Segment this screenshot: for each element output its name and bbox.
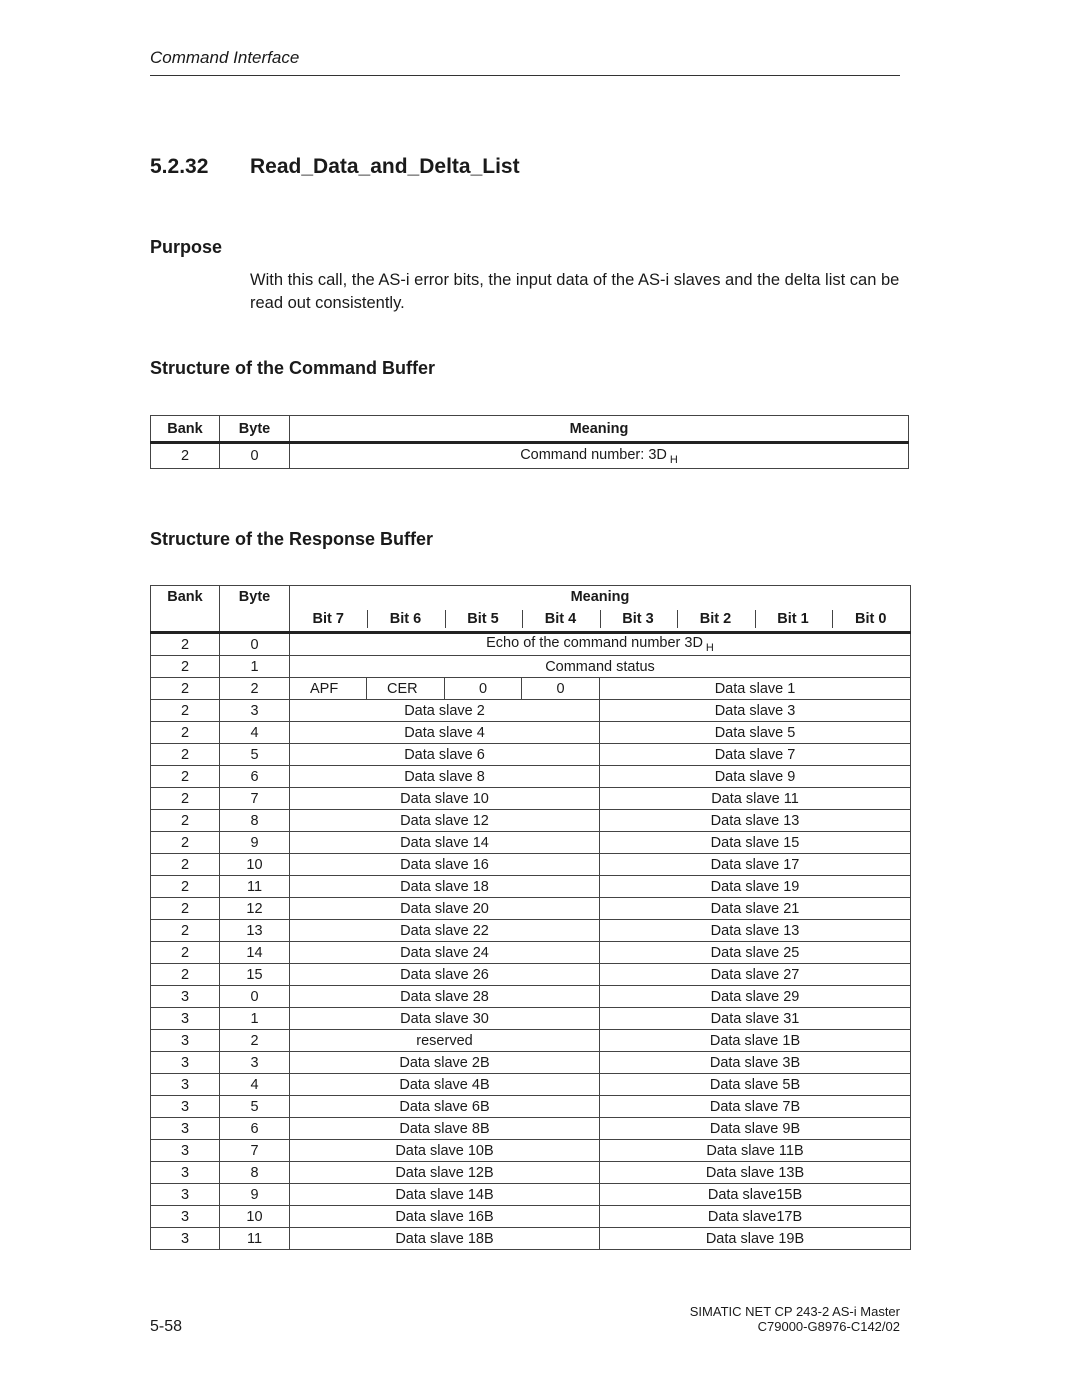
bank-cell: 2 (151, 656, 220, 678)
byte-cell: 10 (220, 854, 290, 876)
low-nibble-cell: Data slave17B (600, 1206, 911, 1228)
bank-cell: 3 (151, 1008, 220, 1030)
column-header-bank: Bank (167, 588, 203, 605)
byte-cell: 0 (220, 633, 290, 656)
byte-cell: 7 (220, 788, 290, 810)
low-nibble-cell: Data slave 15 (600, 832, 911, 854)
bit7-cell: APF (290, 678, 367, 700)
byte-cell: 14 (220, 942, 290, 964)
byte-cell: 4 (220, 722, 290, 744)
table-row (151, 1206, 911, 1228)
low-nibble-cell: Data slave 13 (600, 920, 911, 942)
byte-cell: 8 (220, 1162, 290, 1184)
high-nibble-cell: Data slave 10 (290, 788, 600, 810)
purpose-text: With this call, the AS-i error bits, the input data of the AS-i slaves and the delta list can be read out consistently. (250, 271, 900, 312)
bank-cell: 2 (151, 810, 220, 832)
low-nibble-cell: Data slave 11B (600, 1140, 911, 1162)
byte-cell: 11 (220, 876, 290, 898)
table-row (151, 1162, 911, 1184)
bank-cell: 2 (151, 678, 220, 700)
high-nibble-cell: Data slave 10B (290, 1140, 600, 1162)
running-header: Command Interface (150, 48, 300, 67)
purpose-heading: Purpose (150, 237, 223, 257)
high-nibble-cell: Data slave 16B (290, 1206, 600, 1228)
bit-header: Bit 0 (832, 607, 911, 633)
byte-cell: 5 (220, 1096, 290, 1118)
high-nibble-cell: Data slave 2B (290, 1052, 600, 1074)
high-nibble-cell: Data slave 12B (290, 1162, 600, 1184)
bank-cell: 3 (151, 1140, 220, 1162)
table-row (151, 1096, 911, 1118)
byte-cell: 2 (220, 1030, 290, 1052)
bank-cell: 2 (180, 448, 190, 464)
table-row (151, 964, 911, 986)
table-row (151, 942, 911, 964)
high-nibble-cell: Data slave 24 (290, 942, 600, 964)
bit-header: Bit 1 (755, 607, 832, 633)
meaning-cell: Command status (290, 656, 911, 678)
byte-cell: 2 (220, 678, 290, 700)
byte-cell: 0 (220, 986, 290, 1008)
high-nibble-cell: Data slave 20 (290, 898, 600, 920)
meaning-text: Echo of the command number 3D (486, 635, 703, 651)
byte-cell: 11 (220, 1228, 290, 1250)
low-nibble-cell: Data slave 27 (600, 964, 911, 986)
byte-cell: 1 (220, 656, 290, 678)
bit-header: Bit 3 (600, 607, 677, 633)
footer-product: SIMATIC NET CP 243-2 AS-i Master (689, 1304, 900, 1319)
column-header-meaning: Meaning (290, 586, 911, 608)
low-nibble-cell: Data slave 3B (600, 1052, 911, 1074)
table-row (151, 656, 911, 678)
footer-doc-id: C79000-G8976-C142/02 (757, 1319, 900, 1334)
footer-doc-info (600, 1304, 900, 1334)
high-nibble-cell: Data slave 22 (290, 920, 600, 942)
byte-cell: 1 (220, 1008, 290, 1030)
low-nibble-cell: Data slave 5 (600, 722, 911, 744)
bank-cell: 3 (151, 1206, 220, 1228)
hex-suffix: H (669, 453, 678, 466)
bank-cell: 3 (151, 1162, 220, 1184)
page-number: 5-58 (150, 1318, 183, 1335)
table-row (151, 788, 911, 810)
low-nibble-cell: Data slave 1 (600, 678, 911, 700)
low-nibble-cell: Data slave 13B (600, 1162, 911, 1184)
bit-header: Bit 4 (522, 607, 600, 633)
table-row (151, 986, 911, 1008)
low-nibble-cell: Data slave 9 (600, 766, 911, 788)
high-nibble-cell: Data slave 4B (290, 1074, 600, 1096)
column-header-bank: Bank (151, 416, 220, 443)
bank-cell: 3 (151, 986, 220, 1008)
header-spacer (220, 607, 290, 633)
command-buffer-heading: Structure of the Command Buffer (150, 358, 436, 378)
header-rule (150, 75, 900, 76)
high-nibble-cell: Data slave 6 (290, 744, 600, 766)
bank-cell: 2 (151, 744, 220, 766)
high-nibble-cell: Data slave 16 (290, 854, 600, 876)
table-row (151, 1228, 911, 1250)
low-nibble-cell: Data slave 3 (600, 700, 911, 722)
bank-cell: 2 (151, 942, 220, 964)
bank-cell: 3 (151, 1096, 220, 1118)
table-row (151, 633, 911, 656)
meaning-cell (290, 443, 909, 469)
byte-cell: 4 (220, 1074, 290, 1096)
low-nibble-cell: Data slave 1B (600, 1030, 911, 1052)
bank-cell: 2 (151, 700, 220, 722)
bit-header: Bit 7 (290, 607, 367, 633)
low-nibble-cell: Data slave 7 (600, 744, 911, 766)
table-row (151, 1052, 911, 1074)
bit-header: Bit 6 (367, 607, 445, 633)
table-row (151, 920, 911, 942)
bank-cell: 2 (151, 964, 220, 986)
bank-cell: 2 (151, 876, 220, 898)
table-row (151, 1184, 911, 1206)
high-nibble-cell: Data slave 8 (290, 766, 600, 788)
bank-cell: 2 (151, 788, 220, 810)
byte-cell: 10 (220, 1206, 290, 1228)
bit-header: Bit 5 (445, 607, 522, 633)
table-row (151, 744, 911, 766)
bank-cell: 3 (151, 1052, 220, 1074)
table-row (151, 1140, 911, 1162)
high-nibble-cell: Data slave 28 (290, 986, 600, 1008)
byte-cell: 8 (220, 810, 290, 832)
high-nibble-cell: Data slave 6B (290, 1096, 600, 1118)
byte-cell: 12 (220, 898, 290, 920)
high-nibble-cell: Data slave 14B (290, 1184, 600, 1206)
section-number: 5.2.32 (150, 155, 209, 178)
bank-cell: 3 (151, 1184, 220, 1206)
column-header-meaning: Meaning (290, 416, 909, 443)
table-row (151, 898, 911, 920)
bank-cell: 3 (151, 1030, 220, 1052)
bank-cell: 2 (180, 636, 190, 653)
bank-cell: 2 (151, 722, 220, 744)
byte-cell: 13 (220, 920, 290, 942)
column-header-byte: Byte (220, 416, 290, 443)
byte-cell: 0 (220, 443, 290, 469)
bank-cell: 2 (151, 920, 220, 942)
table-row (151, 700, 911, 722)
bank-cell: 3 (151, 1074, 220, 1096)
low-nibble-cell: Data slave 21 (600, 898, 911, 920)
table-row (151, 832, 911, 854)
hex-suffix: H (705, 642, 714, 654)
low-nibble-cell: Data slave 19B (600, 1228, 911, 1250)
table-row (151, 766, 911, 788)
table-row (151, 1030, 911, 1052)
high-nibble-cell: Data slave 18 (290, 876, 600, 898)
command-buffer-table (150, 415, 909, 469)
table-row (151, 876, 911, 898)
high-nibble-cell: Data slave 30 (290, 1008, 600, 1030)
low-nibble-cell: Data slave 19 (600, 876, 911, 898)
bank-cell: 3 (151, 1228, 220, 1250)
header-spacer (151, 607, 220, 633)
section-title: Read_Data_and_Delta_List (250, 155, 520, 178)
high-nibble-cell: Data slave 26 (290, 964, 600, 986)
high-nibble-cell: Data slave 18B (290, 1228, 600, 1250)
bit6-cell: CER (367, 678, 445, 700)
low-nibble-cell: Data slave 11 (600, 788, 911, 810)
high-nibble-cell: Data slave 8B (290, 1118, 600, 1140)
response-buffer-heading: Structure of the Response Buffer (150, 529, 434, 549)
low-nibble-cell: Data slave 13 (600, 810, 911, 832)
byte-cell: 6 (220, 766, 290, 788)
table-row (151, 1008, 911, 1030)
bit4-cell: 0 (522, 678, 600, 700)
bank-cell: 2 (151, 854, 220, 876)
table-row (151, 1074, 911, 1096)
low-nibble-cell: Data slave 5B (600, 1074, 911, 1096)
low-nibble-cell: Data slave15B (600, 1184, 911, 1206)
bit5-cell: 0 (445, 678, 522, 700)
byte-cell: 9 (220, 832, 290, 854)
low-nibble-cell: Data slave 31 (600, 1008, 911, 1030)
bit-header: Bit 2 (677, 607, 755, 633)
response-buffer-table (150, 585, 911, 1250)
low-nibble-cell: Data slave 25 (600, 942, 911, 964)
column-header-byte: Byte (220, 586, 290, 608)
high-nibble-cell: Data slave 12 (290, 810, 600, 832)
table-row (151, 810, 911, 832)
table-row (151, 443, 909, 469)
low-nibble-cell: Data slave 17 (600, 854, 911, 876)
table-row (151, 678, 911, 700)
high-nibble-cell: Data slave 4 (290, 722, 600, 744)
table-row (151, 854, 911, 876)
meaning-text: Command number: 3D (520, 446, 667, 463)
byte-cell: 9 (220, 1184, 290, 1206)
byte-cell: 3 (220, 1052, 290, 1074)
low-nibble-cell: Data slave 29 (600, 986, 911, 1008)
low-nibble-cell: Data slave 7B (600, 1096, 911, 1118)
bank-cell: 2 (151, 766, 220, 788)
byte-cell: 15 (220, 964, 290, 986)
low-nibble-cell: Data slave 9B (600, 1118, 911, 1140)
bank-cell: 2 (151, 898, 220, 920)
table-row (151, 1118, 911, 1140)
byte-cell: 7 (220, 1140, 290, 1162)
high-nibble-cell: Data slave 14 (290, 832, 600, 854)
byte-cell: 5 (220, 744, 290, 766)
high-nibble-cell: reserved (290, 1030, 600, 1052)
high-nibble-cell: Data slave 2 (290, 700, 600, 722)
meaning-cell (290, 633, 911, 656)
byte-cell: 6 (220, 1118, 290, 1140)
bank-cell: 3 (151, 1118, 220, 1140)
bank-cell: 2 (151, 832, 220, 854)
byte-cell: 3 (220, 700, 290, 722)
table-row (151, 722, 911, 744)
